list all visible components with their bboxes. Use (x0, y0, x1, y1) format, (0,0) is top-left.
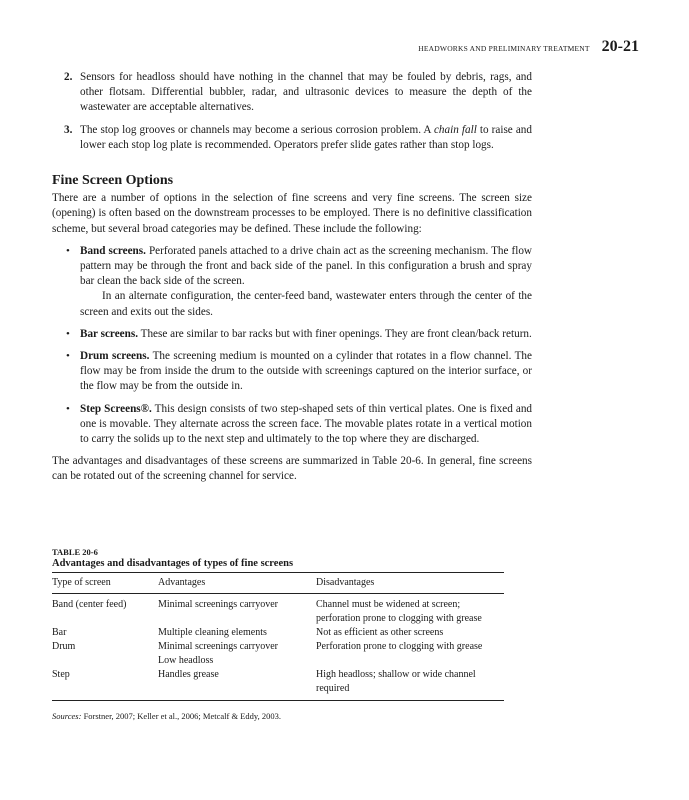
section-title: Fine Screen Options (52, 173, 174, 189)
cell-type: Drum (52, 641, 76, 652)
table-row (52, 640, 504, 668)
table-row (52, 668, 504, 701)
numbered-item-3 (52, 123, 532, 153)
screens-table (52, 573, 504, 701)
bullet-text: Perforated panels attached to a drive chain act as the screening mechanism. The flow pattern may be through the front and back side of the panel. In this configuration a brush and spray bar clean the back side of the screen. (80, 244, 532, 288)
column-header-type: Type of screen (52, 573, 158, 594)
table-row (52, 594, 504, 627)
bullet-list (52, 244, 532, 447)
page-number: 20-21 (601, 38, 639, 55)
body-text (52, 70, 532, 485)
sources-label: Sources: (52, 711, 82, 721)
cell-disadvantages: Perforation prone to clogging with grease (316, 641, 483, 652)
cell-type: Band (center feed) (52, 599, 127, 610)
item-text-italic: chain fall (433, 123, 477, 136)
bullet-icon: • (66, 327, 70, 340)
cell-type: Step (52, 668, 158, 701)
table-20-6 (52, 547, 504, 721)
bullet-term: Step Screens®. (80, 402, 152, 415)
cell-disadvantages: Channel must be widened at screen; perforation prone to clogging with grease (316, 599, 482, 624)
bullet-item-step (52, 402, 532, 448)
bullet-icon: • (66, 244, 70, 257)
summary-paragraph: The advantages and disadvantages of these screens are summarized in Table 20-6. In general, fine screens can be rotated out of the screening channel for service. (52, 455, 532, 483)
numbered-item-2 (52, 70, 532, 116)
running-header-section: HEADWORKS AND PRELIMINARY TREATMENT (418, 44, 590, 53)
cell-disadvantages: High headloss; shallow or wide channel required (316, 668, 504, 701)
item-number: 2. (64, 71, 73, 83)
sources-text: Forstner, 2007; Keller et al., 2006; Metcalf & Eddy, 2003. (81, 711, 281, 721)
table-header-row (52, 573, 504, 594)
bullet-subparagraph: In an alternate configuration, the center-feed band, wastewater enters through the center of the screen and exits out the sides. (80, 290, 532, 318)
cell-type: Bar (52, 627, 67, 638)
table-caption: Advantages and disadvantages of types of fine screens (52, 558, 504, 573)
table-sources (52, 711, 504, 721)
item-number: 3. (64, 123, 73, 136)
item-text-after: to raise and lower each stop log plate is recommended. Operators prefer slide gates rather than stop logs. (80, 123, 532, 151)
running-header (418, 38, 639, 56)
bullet-term: Drum screens. (80, 350, 150, 363)
bullet-item-drum (52, 349, 532, 395)
bullet-item-bar (52, 327, 532, 342)
bullet-text: These are similar to bar racks but with finer openings. They are front clean/back return. (138, 327, 532, 340)
column-header-disadvantages: Disadvantages (316, 573, 504, 594)
cell-advantages: Handles grease (158, 668, 316, 701)
bullet-icon: • (66, 402, 70, 415)
bullet-icon: • (66, 350, 70, 363)
cell-advantages: Minimal screenings carryover (158, 599, 278, 610)
item-text: Sensors for headloss should have nothing in the channel that may be fouled by debris, rags, and other flotsam. Differential bubbler, radar, and ultrasonic devices to measure the depth of the wastewater are acceptable alternatives. (80, 71, 532, 114)
table-number: TABLE 20-6 (52, 547, 98, 557)
column-header-advantages: Advantages (158, 573, 316, 594)
bullet-term: Band screens. (80, 244, 146, 257)
section-intro: There are a number of options in the selection of fine screens and very fine screens. The screen size (opening) is often based on the downstream processes to be employed. There is no definitive classification scheme, but several broad categories may be defined. These include the following: (52, 192, 532, 235)
numbered-list (52, 70, 532, 153)
cell-advantages: Multiple cleaning elements (158, 627, 267, 638)
bullet-text: The screening medium is mounted on a cylinder that rotates in a flow channel. The flow may be from inside the drum to the outside with screenings captured on the interior surface, or the flow may be from the outside in. (80, 350, 532, 393)
cell-advantages: Minimal screenings carryover Low headloss (158, 641, 278, 666)
table-row (52, 626, 504, 640)
item-text-before: The stop log grooves or channels may become a serious corrosion problem. A (80, 123, 434, 136)
bullet-item-band (52, 244, 532, 320)
bullet-text: This design consists of two step-shaped sets of thin vertical plates. One is fixed and one is movable. They alternate across the screen face. The movable plates rotate in a vertical motion to carry the solids up to the next step and ultimately to the top where they are discharged. (80, 402, 533, 446)
cell-disadvantages: Not as efficient as other screens (316, 627, 444, 638)
bullet-term: Bar screens. (80, 327, 139, 340)
